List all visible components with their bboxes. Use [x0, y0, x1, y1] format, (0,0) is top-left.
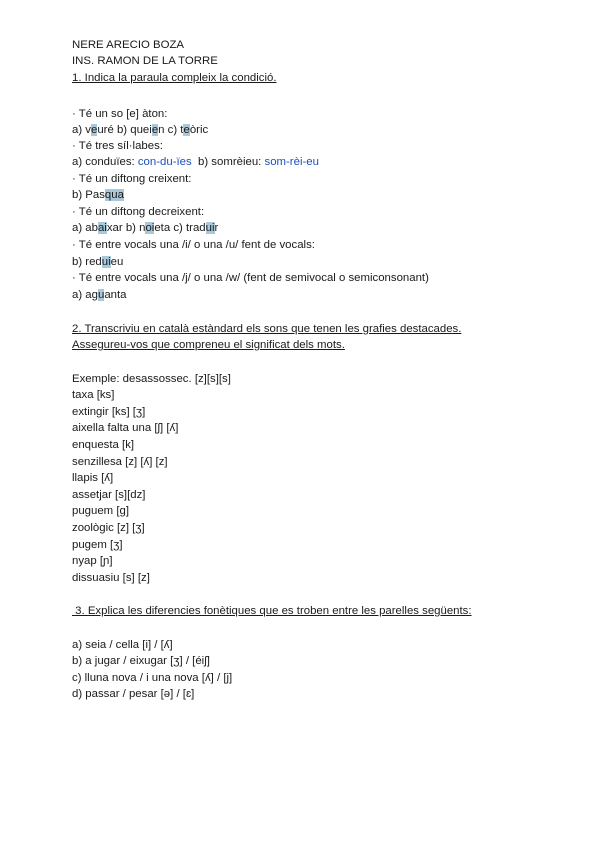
q1-answer: a) veuré b) queien c) teòric	[72, 124, 209, 136]
highlighted-grapheme: u	[97, 289, 105, 301]
list-item: taxa [ks]	[72, 389, 115, 401]
list-item: puguem [g]	[72, 505, 129, 517]
school-name: INS. RAMON DE LA TORRE	[72, 55, 218, 67]
q4-answer: a) abaixar b) noieta c) traduir	[72, 222, 219, 234]
q6-condition: · Té entre vocals una /j/ o una /w/ (fent de semivocal o semiconsonant)	[72, 272, 429, 284]
highlighted-grapheme: ai	[97, 222, 107, 234]
list-item: nyap [ɲ]	[72, 555, 113, 567]
list-item: enquesta [k]	[72, 439, 135, 451]
list-item: assetjar [s][dz]	[72, 489, 146, 501]
q2-answer: a) conduïes: con-du-ïes b) somrèieu: som-rèi-eu	[72, 156, 319, 168]
q1-condition: · Té un so [e] àton:	[72, 108, 168, 120]
highlighted-grapheme: ui	[205, 222, 215, 234]
list-item: llapis [ʎ]	[72, 472, 114, 484]
list-item: extingir [ks] [ʒ]	[72, 406, 146, 418]
list-item: zoològic [z] [ʒ]	[72, 522, 145, 534]
q3-condition: · Té un diftong creixent:	[72, 173, 192, 185]
q3-answer: b) Pasqua	[72, 189, 124, 201]
list-item: Exemple: desassossec. [z][s][s]	[72, 373, 231, 385]
q4-condition: · Té un diftong decreixent:	[72, 206, 205, 218]
list-item: d) passar / pesar [ə] / [ɛ]	[72, 688, 195, 700]
list-item: senzillesa [z] [ʎ] [z]	[72, 456, 168, 468]
q5-answer: b) reduieu	[72, 256, 124, 268]
student-name: NERE ARECIO BOZA	[72, 39, 185, 51]
highlighted-grapheme: e	[91, 124, 98, 136]
list-item: pugem [ʒ]	[72, 539, 123, 551]
list-item: b) a jugar / eixugar [ʒ] / [éiʃ]	[72, 655, 210, 667]
q5-condition: · Té entre vocals una /i/ o una /u/ fent de vocals:	[72, 239, 315, 251]
highlighted-grapheme: e	[183, 124, 190, 136]
highlighted-grapheme: ui	[101, 256, 111, 268]
list-item: a) seia / cella [i] / [ʎ]	[72, 639, 173, 651]
section-1-title: 1. Indica la paraula compleix la condició.	[72, 72, 277, 84]
section-2-title: 2. Transcriviu en català estàndard els sons que tenen les grafies destacades.	[72, 323, 462, 335]
highlighted-grapheme: e	[151, 124, 159, 136]
syllable-split: som-rèi-eu	[264, 156, 319, 168]
syllable-split: con-du-ïes	[137, 156, 192, 168]
list-item: aixella falta una [ʃ] [ʎ]	[72, 422, 179, 434]
section-3-title: 3. Explica les diferencies fonètiques que es troben entre les parelles següents:	[72, 605, 472, 617]
q6-answer: a) aguanta	[72, 289, 127, 301]
list-item: c) lluna nova / i una nova [ʎ] / [j]	[72, 672, 233, 684]
list-item: dissuasiu [s] [z]	[72, 572, 150, 584]
highlighted-grapheme: oi	[145, 222, 155, 234]
section-2-subtitle: Assegureu-vos que compreneu el significat dels mots.	[72, 339, 345, 351]
q2-condition: · Té tres síl·labes:	[72, 140, 163, 152]
highlighted-grapheme: qua	[104, 189, 124, 201]
